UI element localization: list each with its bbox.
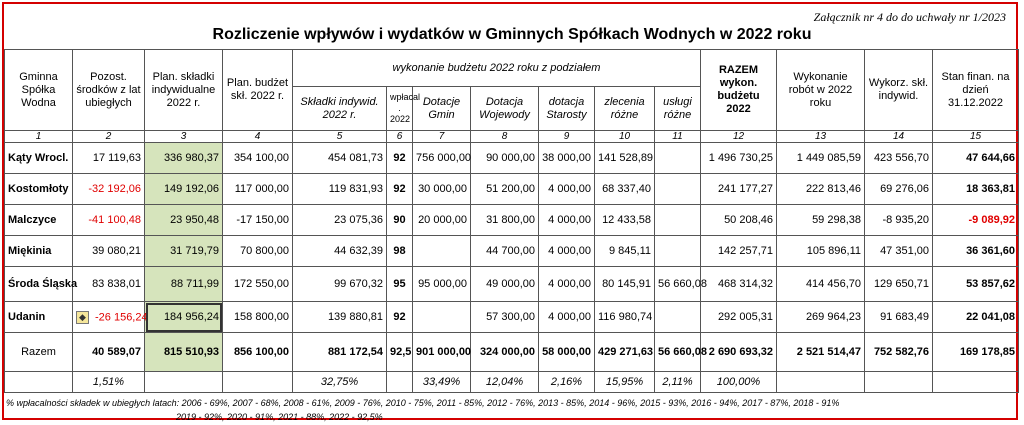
cell-dotacja-wojewody[interactable]: 51 200,00 bbox=[471, 174, 539, 205]
cell-plan-skladki[interactable]: 336 980,37 bbox=[145, 143, 223, 174]
cell-spolka-name[interactable]: Kostomłoty bbox=[5, 174, 73, 205]
col-number[interactable]: 3 bbox=[145, 131, 223, 143]
percent-row bbox=[5, 372, 1019, 393]
column-number-row bbox=[5, 131, 1019, 143]
cell-uslugi[interactable] bbox=[655, 143, 701, 174]
col-number[interactable]: 8 bbox=[471, 131, 539, 143]
col-number[interactable]: 5 bbox=[293, 131, 387, 143]
cell-pozostalosc[interactable]: 39 080,21 bbox=[73, 236, 145, 267]
cell-zlecenia[interactable]: 12 433,58 bbox=[595, 205, 655, 236]
cell-pozostalosc-value: -26 156,24 bbox=[95, 310, 148, 323]
cell-wykonanie-robot[interactable]: 269 964,23 bbox=[777, 302, 865, 333]
cell-pct-empty[interactable] bbox=[223, 372, 293, 393]
cell-skladki[interactable]: 44 632,39 bbox=[293, 236, 387, 267]
cell-total-wykonanie-robot[interactable]: 2 521 514,47 bbox=[777, 333, 865, 372]
annex-label: Załącznik nr 4 do do uchwały nr 1/2023 bbox=[813, 10, 1006, 24]
header-zlecenia[interactable]: zlecenia różne bbox=[595, 87, 655, 131]
cell-total-label[interactable]: Razem bbox=[5, 333, 73, 372]
cell-pct-uslugi[interactable]: 2,11% bbox=[655, 372, 701, 393]
cell-wykorz-skl[interactable]: -8 935,20 bbox=[865, 205, 933, 236]
cell-wykorz-skl[interactable]: 69 276,06 bbox=[865, 174, 933, 205]
cell-wykorz-skl[interactable]: 47 351,00 bbox=[865, 236, 933, 267]
cell-pct-skladki[interactable]: 32,75% bbox=[293, 372, 387, 393]
cell-plan-budzet[interactable]: -17 150,00 bbox=[223, 205, 293, 236]
col-number[interactable]: 14 bbox=[865, 131, 933, 143]
cell-wplacal[interactable]: 98 bbox=[387, 236, 413, 267]
cell-plan-skladki[interactable]: 88 711,99 bbox=[145, 267, 223, 302]
header-razem[interactable]: RAZEM wykon. budżetu 2022 bbox=[701, 50, 777, 131]
cell-pct-zlecenia[interactable]: 15,95% bbox=[595, 372, 655, 393]
cell-pct-empty[interactable] bbox=[387, 372, 413, 393]
cell-skladki[interactable]: 139 880,81 bbox=[293, 302, 387, 333]
cell-pct-dotacja-wojewody[interactable]: 12,04% bbox=[471, 372, 539, 393]
cell-wykorz-skl[interactable]: 423 556,70 bbox=[865, 143, 933, 174]
header-spolka[interactable]: Gminna Spółka Wodna bbox=[5, 50, 73, 131]
table-row bbox=[5, 267, 1019, 302]
col-number[interactable]: 7 bbox=[413, 131, 471, 143]
table-row bbox=[5, 236, 1019, 267]
col-number[interactable]: 6 bbox=[387, 131, 413, 143]
col-number[interactable]: 4 bbox=[223, 131, 293, 143]
cell-total-wplacal[interactable]: 92,5 bbox=[387, 333, 413, 372]
cell-total-dotacje-gmin[interactable]: 901 000,00 bbox=[413, 333, 471, 372]
cell-dotacja-starosty[interactable]: 4 000,00 bbox=[539, 205, 595, 236]
cell-pozostalosc[interactable]: 83 838,01 bbox=[73, 267, 145, 302]
cell-dotacja-wojewody[interactable]: 49 000,00 bbox=[471, 267, 539, 302]
col-number[interactable]: 13 bbox=[777, 131, 865, 143]
cell-pozostalosc[interactable]: -32 192,06 bbox=[73, 174, 145, 205]
cell-razem[interactable]: 468 314,32 bbox=[701, 267, 777, 302]
cell-wykonanie-robot[interactable]: 105 896,11 bbox=[777, 236, 865, 267]
cell-pct-dotacja-starosty[interactable]: 2,16% bbox=[539, 372, 595, 393]
cell-wplacal[interactable]: 92 bbox=[387, 143, 413, 174]
cell-wykonanie-robot[interactable]: 222 813,46 bbox=[777, 174, 865, 205]
header-wykonanie-robot[interactable]: Wykonanie robót w 2022 roku bbox=[777, 50, 865, 131]
cell-total-dotacja-wojewody[interactable]: 324 000,00 bbox=[471, 333, 539, 372]
cell-dotacja-starosty[interactable]: 4 000,00 bbox=[539, 236, 595, 267]
cell-dotacje-gmin[interactable] bbox=[413, 302, 471, 333]
cell-pct-empty[interactable] bbox=[5, 372, 73, 393]
cell-dotacja-wojewody[interactable]: 90 000,00 bbox=[471, 143, 539, 174]
cell-dotacja-wojewody[interactable]: 57 300,00 bbox=[471, 302, 539, 333]
cell-skladki[interactable]: 454 081,73 bbox=[293, 143, 387, 174]
cell-plan-skladki[interactable]: 31 719,79 bbox=[145, 236, 223, 267]
cell-stan-finan[interactable]: 53 857,62 bbox=[933, 267, 1019, 302]
cell-plan-budzet[interactable]: 158 800,00 bbox=[223, 302, 293, 333]
cell-dotacje-gmin[interactable]: 30 000,00 bbox=[413, 174, 471, 205]
cell-plan-budzet[interactable]: 70 800,00 bbox=[223, 236, 293, 267]
cell-spolka-name[interactable]: Udanin bbox=[5, 302, 73, 333]
cell-pct-razem[interactable]: 100,00% bbox=[701, 372, 777, 393]
cell-spolka-name[interactable]: Malczyce bbox=[5, 205, 73, 236]
header-skladki-indywid[interactable]: Składki indywid. 2022 r. bbox=[293, 87, 387, 131]
cell-total-pozostalosc[interactable]: 40 589,07 bbox=[73, 333, 145, 372]
footnote-line-2: 2019 - 92%, 2020 - 91%, 2021 - 88%, 2022 - 92,5% bbox=[176, 412, 383, 422]
cell-wykonanie-robot[interactable]: 1 449 085,59 bbox=[777, 143, 865, 174]
cell-total-skladki[interactable]: 881 172,54 bbox=[293, 333, 387, 372]
cell-razem[interactable]: 292 005,31 bbox=[701, 302, 777, 333]
header-uslugi[interactable]: usługi różne bbox=[655, 87, 701, 131]
cell-razem[interactable]: 142 257,71 bbox=[701, 236, 777, 267]
table-row bbox=[5, 205, 1019, 236]
cell-pct-empty[interactable] bbox=[933, 372, 1019, 393]
cell-plan-budzet[interactable]: 354 100,00 bbox=[223, 143, 293, 174]
cell-wplacal[interactable]: 90 bbox=[387, 205, 413, 236]
cell-razem[interactable]: 241 177,27 bbox=[701, 174, 777, 205]
cell-spolka-name[interactable]: Miękinia bbox=[5, 236, 73, 267]
cell-zlecenia[interactable]: 116 980,74 bbox=[595, 302, 655, 333]
col-number[interactable]: 2 bbox=[73, 131, 145, 143]
header-row-group bbox=[5, 50, 1019, 87]
cell-pct-pozostalosc[interactable]: 1,51% bbox=[73, 372, 145, 393]
cell-plan-budzet[interactable]: 172 550,00 bbox=[223, 267, 293, 302]
cell-pozostalosc[interactable]: 17 119,63 bbox=[73, 143, 145, 174]
header-pozostalosc[interactable]: Pozost. środków z lat ubiegłych bbox=[73, 50, 145, 131]
total-row bbox=[5, 333, 1019, 372]
cell-skladki[interactable]: 119 831,93 bbox=[293, 174, 387, 205]
cell-pct-empty[interactable] bbox=[145, 372, 223, 393]
cell-dotacje-gmin[interactable]: 95 000,00 bbox=[413, 267, 471, 302]
header-wykonanie-group[interactable]: wykonanie budżetu 2022 roku z podziałem bbox=[293, 50, 701, 87]
cell-plan-skladki[interactable]: 23 950,48 bbox=[145, 205, 223, 236]
cell-uslugi[interactable] bbox=[655, 302, 701, 333]
cell-dotacja-starosty[interactable]: 4 000,00 bbox=[539, 302, 595, 333]
header-wplacal[interactable]: wpłacal . 2022 bbox=[387, 87, 413, 131]
page-title: Rozliczenie wpływów i wydatków w Gminnych Spółkach Wodnych w 2022 roku bbox=[212, 26, 812, 43]
header-dotacje-gmin[interactable]: Dotacje Gmin bbox=[413, 87, 471, 131]
cell-dotacja-starosty[interactable]: 4 000,00 bbox=[539, 174, 595, 205]
header-dotacja-wojewody[interactable]: Dotacja Wojewody bbox=[471, 87, 539, 131]
cell-wplacal[interactable]: 92 bbox=[387, 302, 413, 333]
cell-total-uslugi[interactable]: 56 660,08 bbox=[655, 333, 701, 372]
header-stan-finan[interactable]: Stan finan. na dzień 31.12.2022 bbox=[933, 50, 1019, 131]
col-number[interactable]: 9 bbox=[539, 131, 595, 143]
cell-dotacja-wojewody[interactable]: 44 700,00 bbox=[471, 236, 539, 267]
col-number[interactable]: 12 bbox=[701, 131, 777, 143]
cell-pozostalosc[interactable] bbox=[73, 302, 148, 333]
cell-stan-finan[interactable]: 18 363,81 bbox=[933, 174, 1019, 205]
cell-stan-finan[interactable]: 47 644,66 bbox=[933, 143, 1019, 174]
cell-dotacje-gmin[interactable]: 756 000,00 bbox=[413, 143, 471, 174]
cell-dotacje-gmin[interactable]: 20 000,00 bbox=[413, 205, 471, 236]
cell-pozostalosc[interactable]: -41 100,48 bbox=[73, 205, 145, 236]
cell-plan-skladki[interactable]: 149 192,06 bbox=[145, 174, 223, 205]
cell-zlecenia[interactable]: 9 845,11 bbox=[595, 236, 655, 267]
cell-total-plan-skladki[interactable]: 815 510,93 bbox=[145, 333, 223, 372]
header-plan-skladki[interactable]: Plan. składki indywidualne 2022 r. bbox=[145, 50, 223, 131]
cell-total-plan-budzet[interactable]: 856 100,00 bbox=[223, 333, 293, 372]
cell-stan-finan[interactable]: 36 361,60 bbox=[933, 236, 1019, 267]
cell-wplacal[interactable]: 92 bbox=[387, 174, 413, 205]
cell-wplacal[interactable]: 95 bbox=[387, 267, 413, 302]
cell-spolka-name[interactable]: Środa Śląska bbox=[5, 267, 73, 302]
table-row bbox=[5, 143, 1019, 174]
cell-skladki[interactable]: 23 075,36 bbox=[293, 205, 387, 236]
cell-total-wykorz-skl[interactable]: 752 582,76 bbox=[865, 333, 933, 372]
warning-diamond-icon[interactable]: ◆ bbox=[76, 311, 89, 324]
cell-pct-empty[interactable] bbox=[777, 372, 865, 393]
cell-total-dotacja-starosty[interactable]: 58 000,00 bbox=[539, 333, 595, 372]
cell-wykorz-skl[interactable]: 91 683,49 bbox=[865, 302, 933, 333]
cell-skladki[interactable]: 99 670,32 bbox=[293, 267, 387, 302]
cell-uslugi[interactable]: 56 660,08 bbox=[655, 267, 701, 302]
header-wykorz-skl[interactable]: Wykorz. skł. indywid. bbox=[865, 50, 933, 131]
cell-pct-dotacje-gmin[interactable]: 33,49% bbox=[413, 372, 471, 393]
cell-stan-finan[interactable]: -9 089,92 bbox=[933, 205, 1019, 236]
cell-wykonanie-robot[interactable]: 59 298,38 bbox=[777, 205, 865, 236]
cell-zlecenia[interactable]: 80 145,91 bbox=[595, 267, 655, 302]
col-number[interactable]: 15 bbox=[933, 131, 1019, 143]
cell-total-stan-finan[interactable]: 169 178,85 bbox=[933, 333, 1019, 372]
col-number[interactable]: 1 bbox=[5, 131, 73, 143]
cell-uslugi[interactable] bbox=[655, 236, 701, 267]
cell-razem[interactable]: 50 208,46 bbox=[701, 205, 777, 236]
cell-dotacje-gmin[interactable] bbox=[413, 236, 471, 267]
cell-dotacja-starosty[interactable]: 38 000,00 bbox=[539, 143, 595, 174]
cell-total-zlecenia[interactable]: 429 271,63 bbox=[595, 333, 655, 372]
table-row bbox=[5, 174, 1019, 205]
cell-pct-empty[interactable] bbox=[865, 372, 933, 393]
cell-plan-skladki-selected[interactable]: 184 956,24 bbox=[145, 302, 223, 333]
table-row bbox=[5, 302, 1019, 333]
header-plan-budzet[interactable]: Plan. budżet skł. 2022 r. bbox=[223, 50, 293, 131]
cell-wykorz-skl[interactable]: 129 650,71 bbox=[865, 267, 933, 302]
col-number[interactable]: 11 bbox=[655, 131, 701, 143]
footnote-line-1: % wpłacalności składek w ubiegłych latach: 2006 - 69%, 2007 - 68%, 2008 - 61%, 2009 - 76%, 2010 - 75%, 2011 - 85%, 2012 - 76%, 2013 - 85%, 2014 - 96%, 2015 - 93%, 2016 - 94%, 2017 - 87%, 2018 - 91% bbox=[6, 398, 840, 408]
cell-spolka-name[interactable]: Kąty Wrocl. bbox=[5, 143, 73, 174]
cell-dotacja-wojewody[interactable]: 31 800,00 bbox=[471, 205, 539, 236]
cell-razem[interactable]: 1 496 730,25 bbox=[701, 143, 777, 174]
cell-uslugi[interactable] bbox=[655, 205, 701, 236]
settlement-table bbox=[4, 49, 1019, 393]
cell-stan-finan[interactable]: 22 041,08 bbox=[933, 302, 1019, 333]
cell-dotacja-starosty[interactable]: 4 000,00 bbox=[539, 267, 595, 302]
header-dotacja-starosty[interactable]: dotacja Starosty bbox=[539, 87, 595, 131]
cell-plan-budzet[interactable]: 117 000,00 bbox=[223, 174, 293, 205]
cell-zlecenia[interactable]: 68 337,40 bbox=[595, 174, 655, 205]
col-number[interactable]: 10 bbox=[595, 131, 655, 143]
cell-total-razem[interactable]: 2 690 693,32 bbox=[701, 333, 777, 372]
cell-uslugi[interactable] bbox=[655, 174, 701, 205]
cell-zlecenia[interactable]: 141 528,89 bbox=[595, 143, 655, 174]
cell-wykonanie-robot[interactable]: 414 456,70 bbox=[777, 267, 865, 302]
spreadsheet-sheet bbox=[2, 2, 1018, 420]
